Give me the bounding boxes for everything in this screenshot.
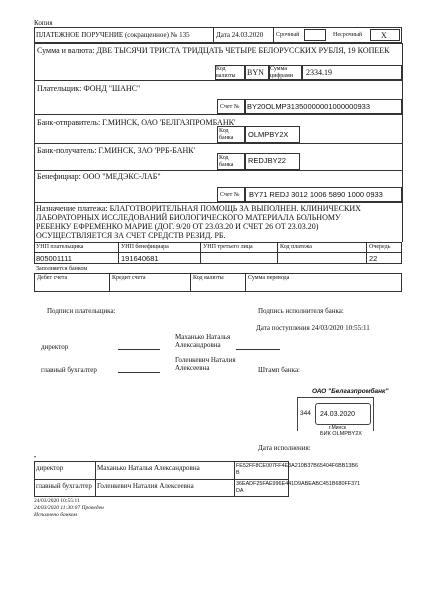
esign-hash-director-1: FE52FF8CE007FF4E3A210B37B65404F6BB13B6 xyxy=(236,463,358,469)
doc-title: ПЛАТЕЖНОЕ ПОРУЧЕНИЕ (сокращенное) № 135 xyxy=(36,31,190,39)
bank-header-amount: Сумма перевода xyxy=(248,275,290,281)
bank-stamp-label: Штамп банка: xyxy=(258,366,300,374)
executor-signature-label: Подпись исполнителя банка: xyxy=(258,307,344,315)
payer-name: Плательщик: ФОНД "ШАНС" xyxy=(37,84,141,93)
bullet-icon: • xyxy=(34,455,37,461)
unp-queue: 22 xyxy=(369,254,378,263)
payer-bank-name: Банк-отправитель: Г.МИНСК, ОАО 'БЕЛГАЗПРОМБАНК' xyxy=(37,118,236,127)
director-name-1: Маханько Наталья xyxy=(175,333,231,341)
footer-line-3: Исполнено банком xyxy=(34,512,77,518)
esign-name-accountant: Голенкевич Наталия Алексеевна xyxy=(97,482,194,490)
sum-digits-label: Сумма цифрами xyxy=(270,66,293,79)
unp-header-third: УНП третьего лица xyxy=(203,244,253,250)
director-name-2: Александровна xyxy=(175,341,221,349)
unp-header-queue: Очередь xyxy=(369,244,391,250)
sum-value: 2334.19 xyxy=(306,68,332,77)
stamp-number: 344 xyxy=(300,410,311,417)
beneficiary-name: Бенефициар: ООО "МЕДЭКС-ЛАБ" xyxy=(37,172,161,181)
stamp-city: г.Минск xyxy=(329,425,347,431)
receiver-bank-name: Банк-получатель: Г.МИНСК, ЗАО 'РРБ-БАНК' xyxy=(37,146,196,155)
footer-line-2: 24/03/2020 11:30:07 Проведен xyxy=(34,505,104,511)
currency-code-label: Код валюты xyxy=(216,66,236,79)
beneficiary-account-label: Счет № xyxy=(220,192,240,198)
purpose-line-3: РЕБЕНКУ ЕФРЕМЕНКО МАРИЕ (ДОГ. 9/20 ОТ 23.03.20 И СЧЕТ 26 ОТ 23.03.20) xyxy=(36,222,319,231)
bank-section-title: Заполняется банком xyxy=(36,266,88,272)
currency-value: BYN xyxy=(247,68,264,77)
accountant-label: главный бухгалтер xyxy=(41,366,97,374)
beneficiary-account: BY71 REDJ 3012 1006 5890 1000 0933 xyxy=(249,190,383,199)
footer-line-1: 24/03/2020 10:55:11 xyxy=(34,498,80,504)
stamp-bik: БИК OLMPBY2X xyxy=(320,431,362,437)
purpose-line-4: ОСУЩЕСТВЛЯЕТСЯ ЗА СЧЕТ СРЕДСТВ РЕЗИД. РБ. xyxy=(36,231,226,240)
esign-hash-director-2: B xyxy=(236,470,240,476)
urgent-label: Срочный xyxy=(276,32,300,38)
urgent-box xyxy=(304,29,326,41)
accountant-name-2: Алексеевна xyxy=(175,364,210,372)
execution-date-label: Дата исполнения: xyxy=(258,444,311,452)
purpose-line-2: ЛАБОРАТОРНЫХ ИССЛЕДОВАНИЙ БИОЛОГИЧЕСКОГО МАТЕРИАЛА БОЛЬНОМУ xyxy=(36,213,341,222)
esign-name-director: Маханько Наталья Александровна xyxy=(97,464,200,472)
esign-role-accountant: главный бухгалтер xyxy=(36,482,92,490)
stamp-bank-name: ОАО "Белгазпромбанк" xyxy=(312,388,389,395)
payer-bank-code-label: Код банка xyxy=(219,128,234,141)
payer-bank-code: OLMPBY2X xyxy=(248,130,289,139)
doc-date: Дата 24.03.2020 xyxy=(216,31,264,39)
esign-hash-accountant-2: DA xyxy=(236,488,244,494)
receiver-bank-code: REDJBY22 xyxy=(248,156,286,165)
bank-header-credit: Кредит счета xyxy=(112,275,146,281)
received-date: Дата поступления 24/03/2020 10:55:11 xyxy=(256,324,370,332)
unp-header-beneficiary: УНП бенефициара xyxy=(121,244,169,250)
copy-label: Копия xyxy=(34,19,53,27)
payer-signature-label: Подписи плательщика: xyxy=(47,307,116,315)
payer-account-label: Счет № xyxy=(220,104,240,110)
director-label: директор xyxy=(41,343,69,351)
unp-header-code: Код платежа xyxy=(280,244,312,250)
payer-account: BY20OLMP31350000001000000933 xyxy=(247,102,371,111)
amount-words: Сумма и валюта: ДВЕ ТЫСЯЧИ ТРИСТА ТРИДЦАТЬ ЧЕТЫРЕ БЕЛОРУССКИХ РУБЛЯ, 19 КОПЕЕК xyxy=(37,46,390,55)
esign-role-director: директор xyxy=(36,464,64,472)
unp-beneficiary: 191640681 xyxy=(121,254,159,263)
stamp-date: 24.03.2020 xyxy=(320,411,356,418)
nonurgent-label: Несрочный xyxy=(333,32,363,38)
purpose-line-1: Назначение платежа: БЛАГОТВОРИТЕЛЬНАЯ ПОМОЩЬ ЗА ВЫПОЛНЕН. КЛИНИЧЕСКИХ xyxy=(36,204,361,213)
accountant-name-1: Голенкевич Наталия xyxy=(175,356,236,364)
bank-header-currency: Код валюты xyxy=(193,275,224,281)
esign-hash-accountant-1: 36EADF25FAE996E441D9ABEABC451B680FF371 xyxy=(236,481,361,487)
nonurgent-mark: X xyxy=(381,31,387,40)
unp-header-payer: УНП плательщика xyxy=(36,244,84,250)
bank-header-debit: Дебет счета xyxy=(37,275,68,281)
receiver-bank-code-label: Код банка xyxy=(219,155,234,168)
unp-payer: 805001111 xyxy=(36,254,72,263)
